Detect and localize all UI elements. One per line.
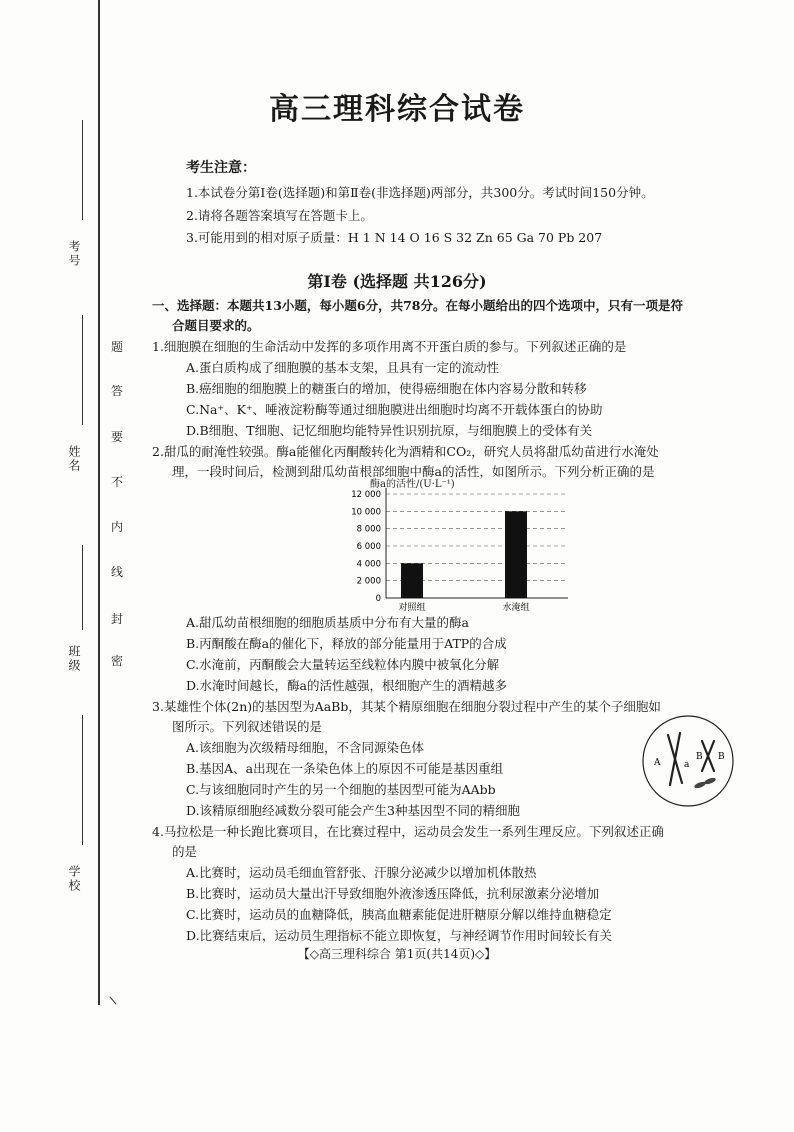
y-tick-label: 6 000 (356, 542, 381, 552)
binding-line (98, 0, 100, 1005)
section-instruction: 合题目要求的。 (172, 318, 260, 333)
y-tick-label: 0 (375, 594, 381, 604)
q3-option-d: D.该精原细胞经减数分裂可能会产生3种基因型不同的精细胞 (186, 803, 521, 818)
seal-char: 封 (110, 612, 123, 626)
q4-stem: 的是 (172, 844, 198, 859)
y-tick-label: 4 000 (356, 559, 381, 570)
q2-option-c: C.水淹前，丙酮酸会大量转运至线粒体内膜中被氧化分解 (186, 657, 500, 672)
bar (401, 563, 423, 598)
q2-option-d: D.水淹时间越长，酶a的活性越强，根细胞产生的酒精越多 (186, 678, 508, 693)
seal-char: 不 (110, 475, 123, 489)
cell-division-diagram (640, 713, 736, 809)
q2-stem: 理，一段时间后，检测到甜瓜幼苗根部细胞中酶a的活性，如图所示。下列分析正确的是 (172, 464, 655, 479)
q1-option-b: B.癌细胞的细胞膜上的糖蛋白的增加，使得癌细胞在体内容易分散和转移 (186, 381, 587, 396)
seal-char: 要 (110, 430, 123, 444)
seal-char: 内 (110, 520, 123, 534)
y-tick-label: 2 000 (356, 576, 381, 587)
q2-option-b: B.丙酮酸在酶a的催化下，释放的部分能量用于ATP的合成 (186, 636, 507, 651)
q3-stem: 3.某雄性个体(2n)的基因型为AaBb，其某个精原细胞在细胞分裂过程中产生的某个子细胞如 (152, 699, 661, 714)
q3-option-a: A.该细胞为次级精母细胞，不含同源染色体 (186, 740, 425, 755)
page-footer: 【◇高三理科综合 第1页(共14页)◇】 (297, 947, 497, 961)
notice-item: 3.可能用到的相对原子质量：H 1 N 14 O 16 S 32 Zn 65 Ga 70 Pb 207 (186, 230, 603, 245)
notice-item: 2.请将各题答案填写在答题卡上。 (186, 208, 373, 223)
school-blank[interactable] (82, 715, 84, 845)
q2-stem: 2.甜瓜的耐淹性较强。酶a能催化丙酮酸转化为酒精和CO₂，研究人员将甜瓜幼苗进行水淹处 (152, 444, 659, 459)
exam-number-blank[interactable] (82, 120, 84, 220)
category-label: 对照组 (398, 603, 426, 613)
q1-option-d: D.B细胞、T细胞、记忆细胞均能特异性识别抗原，与细胞膜上的受体有关 (186, 423, 593, 438)
notice-heading: 考生注意： (186, 160, 256, 176)
gene-label: B (718, 752, 725, 762)
section-instruction: 一、选择题：本题共13小题，每小题6分，共78分。在每小题给出的四个选项中，只有一项是符 (152, 298, 683, 313)
name-blank[interactable] (82, 315, 84, 425)
exam-number-label: 考号 (67, 240, 81, 268)
school-label: 学校 (67, 865, 81, 893)
q4-option-b: B.比赛时，运动员大量出汗导致细胞外液渗透压降低，抗利尿激素分泌增加 (186, 886, 600, 901)
y-tick-label: 10 000 (351, 507, 381, 518)
q1-stem: 1.细胞膜在细胞的生命活动中发挥的多项作用离不开蛋白质的参与。下列叙述正确的是 (152, 339, 627, 354)
q4-stem: 4.马拉松是一种长跑比赛项目，在比赛过程中，运动员会发生一系列生理反应。下列叙述正确 (152, 824, 664, 839)
name-label: 姓名 (67, 445, 81, 473)
gene-label: B (696, 752, 703, 762)
q4-option-a: A.比赛时，运动员毛细血管舒张、汗腺分泌减少以增加机体散热 (186, 865, 537, 880)
chromosome-right (702, 741, 714, 771)
q1-option-c: C.Na⁺、K⁺、唾液淀粉酶等通过细胞膜进出细胞时均离不开载体蛋白的协助 (186, 402, 603, 417)
seal-char: 答 (110, 384, 123, 398)
margin-tick (109, 996, 116, 1004)
q2-option-a: A.甜瓜幼苗根细胞的细胞质基质中分布有大量的酶a (186, 615, 469, 630)
chart-title: 酶a的活性/(U·L⁻¹) (370, 479, 455, 490)
notice-item: 1.本试卷分第Ⅰ卷(选择题)和第Ⅱ卷(非选择题)两部分，共300分。考试时间150分钟。 (186, 185, 654, 200)
seal-char: 密 (110, 654, 123, 668)
q1-option-a: A.蛋白质构成了细胞膜的基本支架，且具有一定的流动性 (186, 360, 500, 375)
seal-char: 题 (110, 340, 123, 354)
chromosome-left (668, 733, 682, 785)
gene-label: A (654, 758, 661, 768)
gene-label: a (684, 760, 690, 770)
bar (505, 511, 527, 598)
y-tick-label: 8 000 (356, 524, 381, 535)
q4-option-c: C.比赛时，运动员的血糖降低，胰高血糖素能促进肝糖原分解以维持血糖稳定 (186, 907, 612, 922)
q3-option-b: B.基因A、a出现在一条染色体上的原因不可能是基因重组 (186, 761, 504, 776)
part1-title: 第Ⅰ卷 (选择题 共126分) (307, 272, 487, 291)
y-tick-label: 12 000 (351, 490, 381, 500)
exam-title: 高三理科综合试卷 (269, 92, 525, 127)
q3-stem: 图所示。下列叙述错误的是 (172, 719, 323, 734)
enzyme-activity-chart (324, 474, 594, 614)
category-label: 水淹组 (502, 603, 530, 613)
q3-option-c: C.与该细胞同时产生的另一个细胞的基因型可能为AAbb (186, 782, 496, 797)
q4-option-d: D.比赛结束后，运动员生理指标不能立即恢复，与神经调节作用时间较长有关 (186, 928, 613, 943)
class-blank[interactable] (82, 545, 84, 630)
class-label: 班级 (67, 645, 81, 673)
seal-char: 线 (110, 565, 123, 579)
